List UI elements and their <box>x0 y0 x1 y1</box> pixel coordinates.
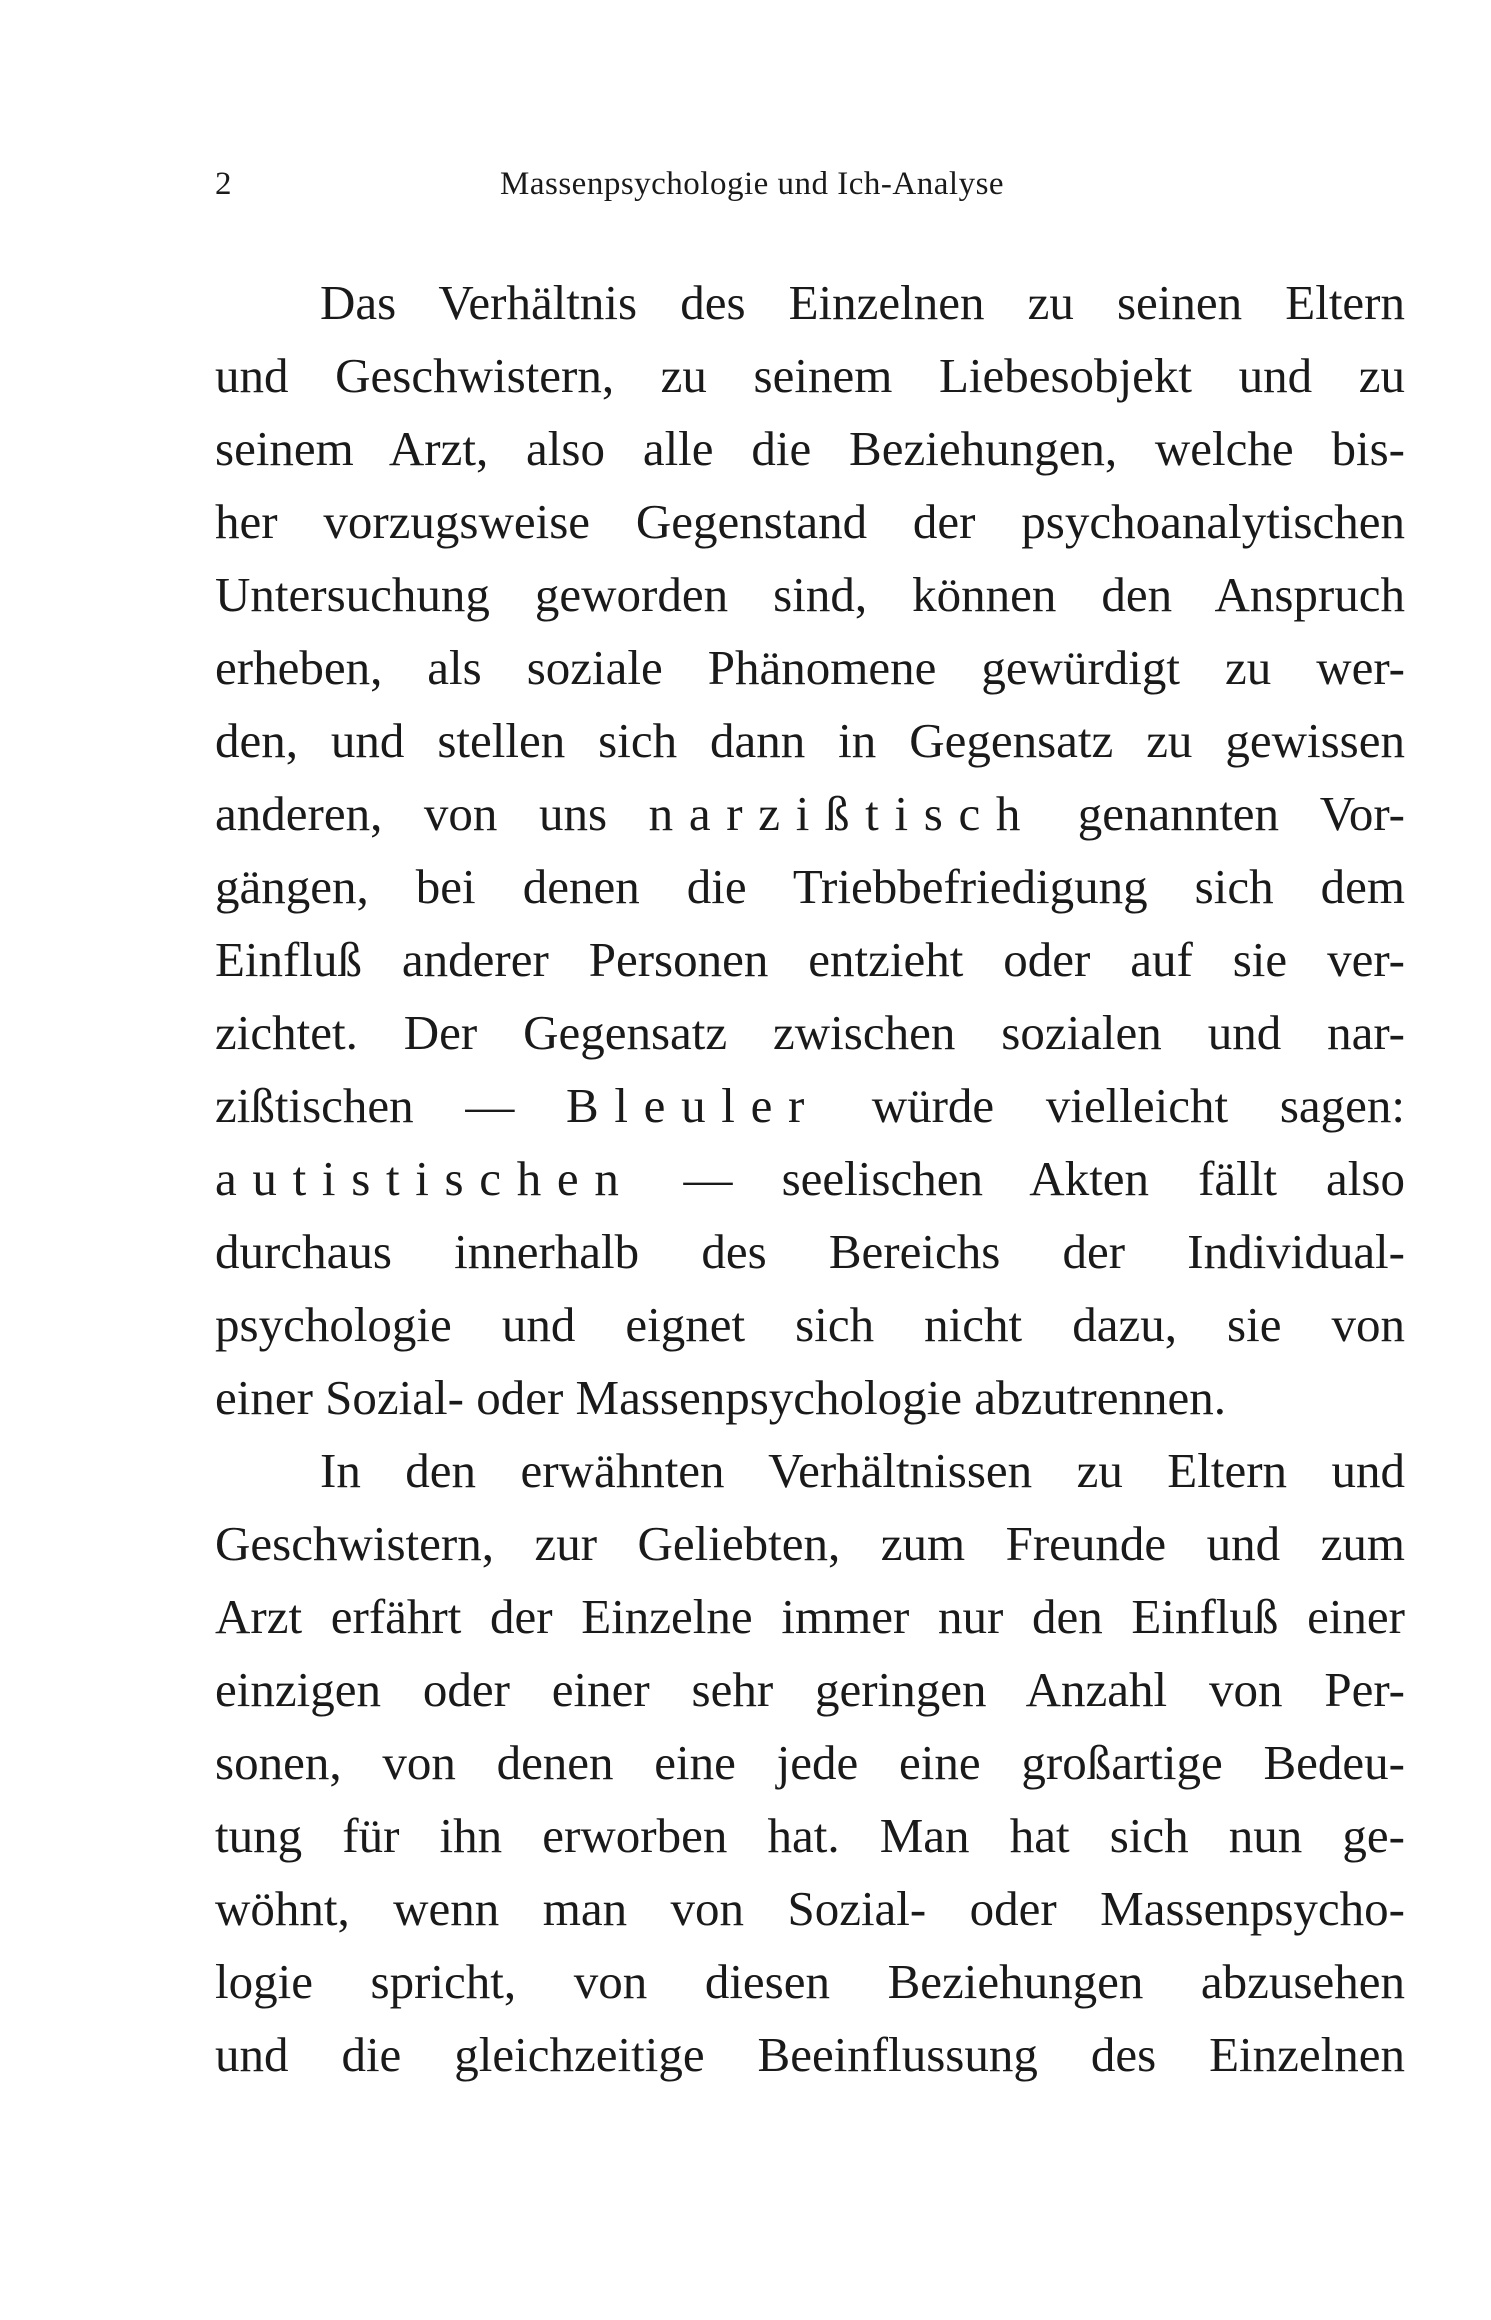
text-line: wöhnt, wenn man von Sozial- oder Massenpsycho- <box>215 1881 1405 1936</box>
text-line: In den erwähnten Verhältnissen zu Eltern und <box>320 1443 1405 1498</box>
text-line: erheben, als soziale Phänomene gewürdigt zu wer- <box>215 640 1405 695</box>
text-line: zißtischen — Bleuler würde vielleicht sagen: <box>215 1078 1405 1133</box>
text-line: Geschwistern, zur Geliebten, zum Freunde und zum <box>215 1516 1405 1571</box>
text-line: her vorzugsweise Gegenstand der psychoanalytischen <box>215 494 1405 549</box>
text-line: psychologie und eignet sich nicht dazu, sie von <box>215 1297 1405 1352</box>
text-line: zichtet. Der Gegensatz zwischen sozialen und nar- <box>215 1005 1405 1060</box>
text-line: und die gleichzeitige Beeinflussung des Einzelnen <box>215 2027 1405 2082</box>
text-line: Einfluß anderer Personen entzieht oder auf sie ver- <box>215 932 1405 987</box>
text-line: und Geschwistern, zu seinem Liebesobjekt und zu <box>215 348 1405 403</box>
body-text <box>215 266 1405 2091</box>
text-line: durchaus innerhalb des Bereichs der Individual- <box>215 1224 1405 1279</box>
text-line: logie spricht, von diesen Beziehungen abzusehen <box>215 1954 1405 2009</box>
text-line: gängen, bei denen die Triebbefriedigung sich dem <box>215 859 1405 914</box>
text-line: einzigen oder einer sehr geringen Anzahl von Per- <box>215 1662 1405 1717</box>
text-line: autistischen — seelischen Akten fällt also <box>215 1151 1405 1206</box>
spaced-emphasis: Bleuler <box>566 1078 821 1133</box>
text-line: den, und stellen sich dann in Gegensatz zu gewissen <box>215 713 1405 768</box>
running-head: Massenpsychologie und Ich-Analyse <box>500 166 1005 202</box>
paragraph <box>215 1434 1405 2091</box>
text-line: Arzt erfährt der Einzelne immer nur den Einfluß einer <box>215 1589 1405 1644</box>
text-line: seinem Arzt, also alle die Beziehungen, welche bis- <box>215 421 1405 476</box>
page-number: 2 <box>215 166 232 202</box>
text-line: Untersuchung geworden sind, können den Anspruch <box>215 567 1405 622</box>
text-line: sonen, von denen eine jede eine großartige Bedeu- <box>215 1735 1405 1790</box>
spaced-emphasis: narzißtisch <box>648 786 1037 841</box>
page-header <box>215 166 1126 210</box>
text-line: anderen, von uns narzißtisch genannten Vor- <box>215 786 1405 841</box>
spaced-emphasis: autistischen <box>215 1151 635 1206</box>
text-line: einer Sozial- oder Massenpsychologie abzutrennen. <box>215 1370 1226 1425</box>
paragraph <box>215 266 1405 1434</box>
text-line: tung für ihn erworben hat. Man hat sich nun ge- <box>215 1808 1405 1863</box>
text-line: Das Verhältnis des Einzelnen zu seinen Eltern <box>320 275 1405 330</box>
